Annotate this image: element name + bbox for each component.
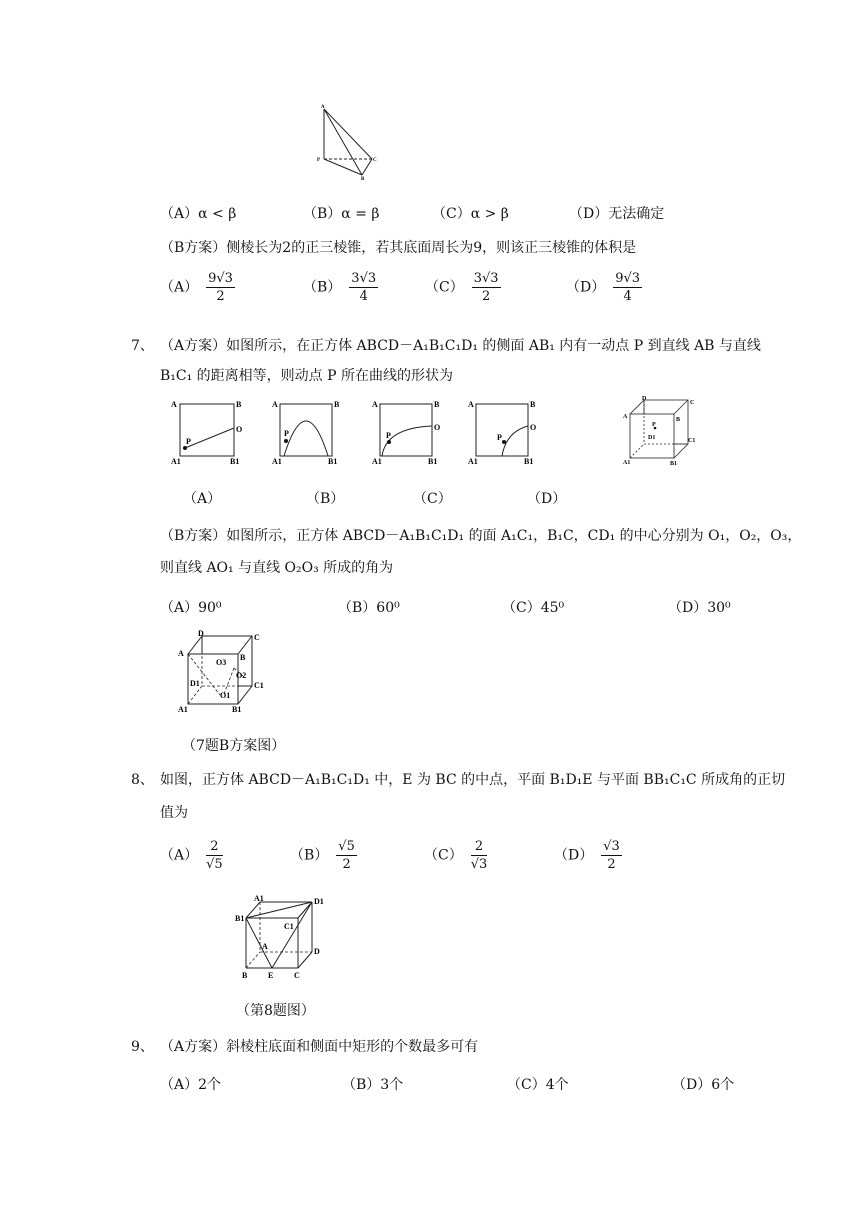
q8-cube-figure <box>232 892 332 980</box>
label-b: B <box>242 971 248 980</box>
label-b: B <box>434 400 440 409</box>
label-o: O <box>434 423 441 432</box>
option-label: （C） <box>425 279 464 296</box>
label-o: O <box>236 425 243 434</box>
label-p: P <box>284 429 289 438</box>
q6b-option-c[interactable] <box>425 270 501 305</box>
label-b: B <box>240 653 246 662</box>
label-c1: C1 <box>688 438 696 444</box>
q9-number: 9、 <box>131 1039 154 1055</box>
label-c: C <box>254 633 260 642</box>
label-o2: O2 <box>236 671 247 680</box>
label-p: P <box>186 437 191 446</box>
label-o: O <box>530 423 537 432</box>
label-o1: O1 <box>220 691 231 700</box>
svg-text:A: A <box>321 105 325 110</box>
q9-option-d[interactable]: （D）6个 <box>672 1077 735 1093</box>
label-b1: B1 <box>235 914 245 923</box>
label-a: A <box>272 400 278 409</box>
fraction-denominator: 2 <box>481 289 491 304</box>
q6a-option-c[interactable]: （C）α > β <box>432 206 509 222</box>
q6b-option-a[interactable] <box>160 270 235 305</box>
label-p: P <box>497 433 502 442</box>
label-d: D <box>198 629 204 638</box>
q7-figure-a <box>168 396 248 466</box>
label-b1: B1 <box>230 457 240 466</box>
q8-stem-line1: 如图，正方体 ABCD－A₁B₁C₁D₁ 中，E 为 BC 的中点，平面 B₁D₁E 与平面 BB₁C₁C 所成角的正切 <box>160 772 786 788</box>
svg-text:B: B <box>361 177 365 180</box>
label-d: D <box>642 396 647 402</box>
q7b-stem-line2: 则直线 AO₁ 与直线 O₂O₃ 所成的角为 <box>160 560 394 576</box>
q7b-stem-line1: （B方案）如图所示，正方体 ABCD－A₁B₁C₁D₁ 的面 A₁C₁，B₁C，CD₁ 的中心分别为 O₁，O₂，O₃， <box>160 528 802 544</box>
fraction-numerator: 9√3 <box>615 271 641 286</box>
fraction-numerator: √3 <box>603 839 620 854</box>
q7b-option-c[interactable]: （C）45⁰ <box>502 600 565 616</box>
q9-option-c[interactable]: （C）4个 <box>507 1077 569 1093</box>
q9-stem: （A方案）斜棱柱底面和侧面中矩形的个数最多可有 <box>160 1039 479 1055</box>
label-d1: D1 <box>648 435 656 441</box>
q7-figure-c <box>370 396 450 466</box>
label-c1: C1 <box>254 681 264 690</box>
label-a1: A1 <box>623 460 631 466</box>
q7-figure-b <box>270 396 350 466</box>
label-b1: B1 <box>524 457 534 466</box>
option-label: （D） <box>554 847 594 864</box>
label-o3: O3 <box>216 658 227 667</box>
q6a-option-d[interactable]: （D）无法确定 <box>569 206 665 222</box>
label-d1: D1 <box>190 679 200 688</box>
option-label: （A） <box>160 279 199 296</box>
fraction-numerator: 9√3 <box>208 271 233 286</box>
svg-text:P: P <box>317 158 321 163</box>
label-a: A <box>178 649 184 658</box>
q7-figure-label-c: （C） <box>413 491 452 507</box>
q7b-option-b[interactable]: （B）60⁰ <box>338 600 400 616</box>
fraction-numerator: 2 <box>206 838 223 856</box>
q7-figure-label-d: （D） <box>527 491 567 507</box>
q6b-option-b[interactable] <box>303 270 378 305</box>
q7-stem-line2: B₁C₁ 的距离相等，则动点 P 所在曲线的形状为 <box>160 368 453 384</box>
q8-option-d[interactable] <box>554 838 622 873</box>
label-a: A <box>262 942 268 951</box>
q7-figure-d <box>466 396 546 466</box>
label-a1: A1 <box>171 457 181 466</box>
label-a1: A1 <box>468 457 478 466</box>
q7b-figure-caption: （7题B方案图） <box>182 738 286 754</box>
label-b: B <box>676 417 681 423</box>
option-label: （B） <box>303 279 342 296</box>
label-c: C <box>690 400 695 406</box>
option-label: （C） <box>424 847 463 864</box>
svg-text:C: C <box>373 158 377 163</box>
q7b-option-d[interactable]: （D）30⁰ <box>668 600 731 616</box>
label-a1: A1 <box>272 457 282 466</box>
fraction-denominator: √5 <box>206 857 223 872</box>
q8-option-a[interactable] <box>160 838 223 873</box>
label-b1: B1 <box>328 457 338 466</box>
label-e: E <box>268 971 274 980</box>
label-c1: C1 <box>284 922 294 931</box>
label-a: A <box>372 400 378 409</box>
label-b1: B1 <box>232 705 242 714</box>
label-b1: B1 <box>670 461 678 467</box>
option-label: （B） <box>290 847 329 864</box>
label-a1: A1 <box>372 457 382 466</box>
label-a1: A1 <box>178 705 188 714</box>
q9-option-a[interactable]: （A）2个 <box>160 1077 222 1093</box>
q7b-cube-figure <box>174 628 270 714</box>
fraction-denominator: √3 <box>470 857 488 872</box>
label-c: C <box>294 971 300 980</box>
label-b: B <box>530 400 536 409</box>
pyramid-figure <box>315 102 385 180</box>
q7-stem-line1: （A方案）如图所示，在正方体 ABCD－A₁B₁C₁D₁ 的侧面 AB₁ 内有一动点 P 到直线 AB 与直线 <box>160 338 761 354</box>
label-d1: D1 <box>314 897 324 906</box>
q7-figure-label-b: （B） <box>306 491 345 507</box>
q8-option-b[interactable] <box>290 838 357 873</box>
label-b: B <box>334 400 340 409</box>
q8-option-c[interactable] <box>424 838 487 873</box>
label-b: B <box>236 400 242 409</box>
label-a: A <box>623 414 628 420</box>
q6a-option-a[interactable]: （A）α < β <box>160 206 237 222</box>
q8-figure-caption: （第8题图） <box>236 1003 315 1019</box>
fraction-denominator: 4 <box>359 289 368 304</box>
label-p: P <box>386 431 391 440</box>
label-a: A <box>171 400 177 409</box>
option-label: （D） <box>566 279 606 296</box>
fraction-denominator: 2 <box>216 289 225 304</box>
q7-cube-figure <box>622 394 702 469</box>
q7b-option-a[interactable]: （A）90⁰ <box>160 600 222 616</box>
q7-figure-label-a: （A） <box>183 491 222 507</box>
option-label: （A） <box>160 847 199 864</box>
q9-option-b[interactable]: （B）3个 <box>342 1077 404 1093</box>
fraction-denominator: 2 <box>607 857 616 872</box>
label-a1: A1 <box>254 894 264 903</box>
q6b-stem: （B方案）侧棱长为2的正三棱锥，若其底面周长为9，则该正三棱锥的体积是 <box>160 240 637 256</box>
fraction-numerator: 3√3 <box>473 271 499 286</box>
fraction-denominator: 4 <box>623 289 632 304</box>
label-d: D <box>314 947 320 956</box>
q6b-option-d[interactable] <box>566 270 642 305</box>
fraction-denominator: 2 <box>342 857 351 872</box>
label-p: P <box>652 422 656 428</box>
fraction-numerator: 3√3 <box>351 271 377 286</box>
q7-number: 7、 <box>131 338 154 354</box>
q8-stem-line2: 值为 <box>160 805 188 821</box>
q8-number: 8、 <box>131 772 154 788</box>
fraction-numerator: 2 <box>471 838 488 856</box>
fraction-numerator: √5 <box>338 839 355 854</box>
q6a-option-b[interactable]: （B）α = β <box>303 206 380 222</box>
label-a: A <box>468 400 474 409</box>
label-b1: B1 <box>428 457 438 466</box>
